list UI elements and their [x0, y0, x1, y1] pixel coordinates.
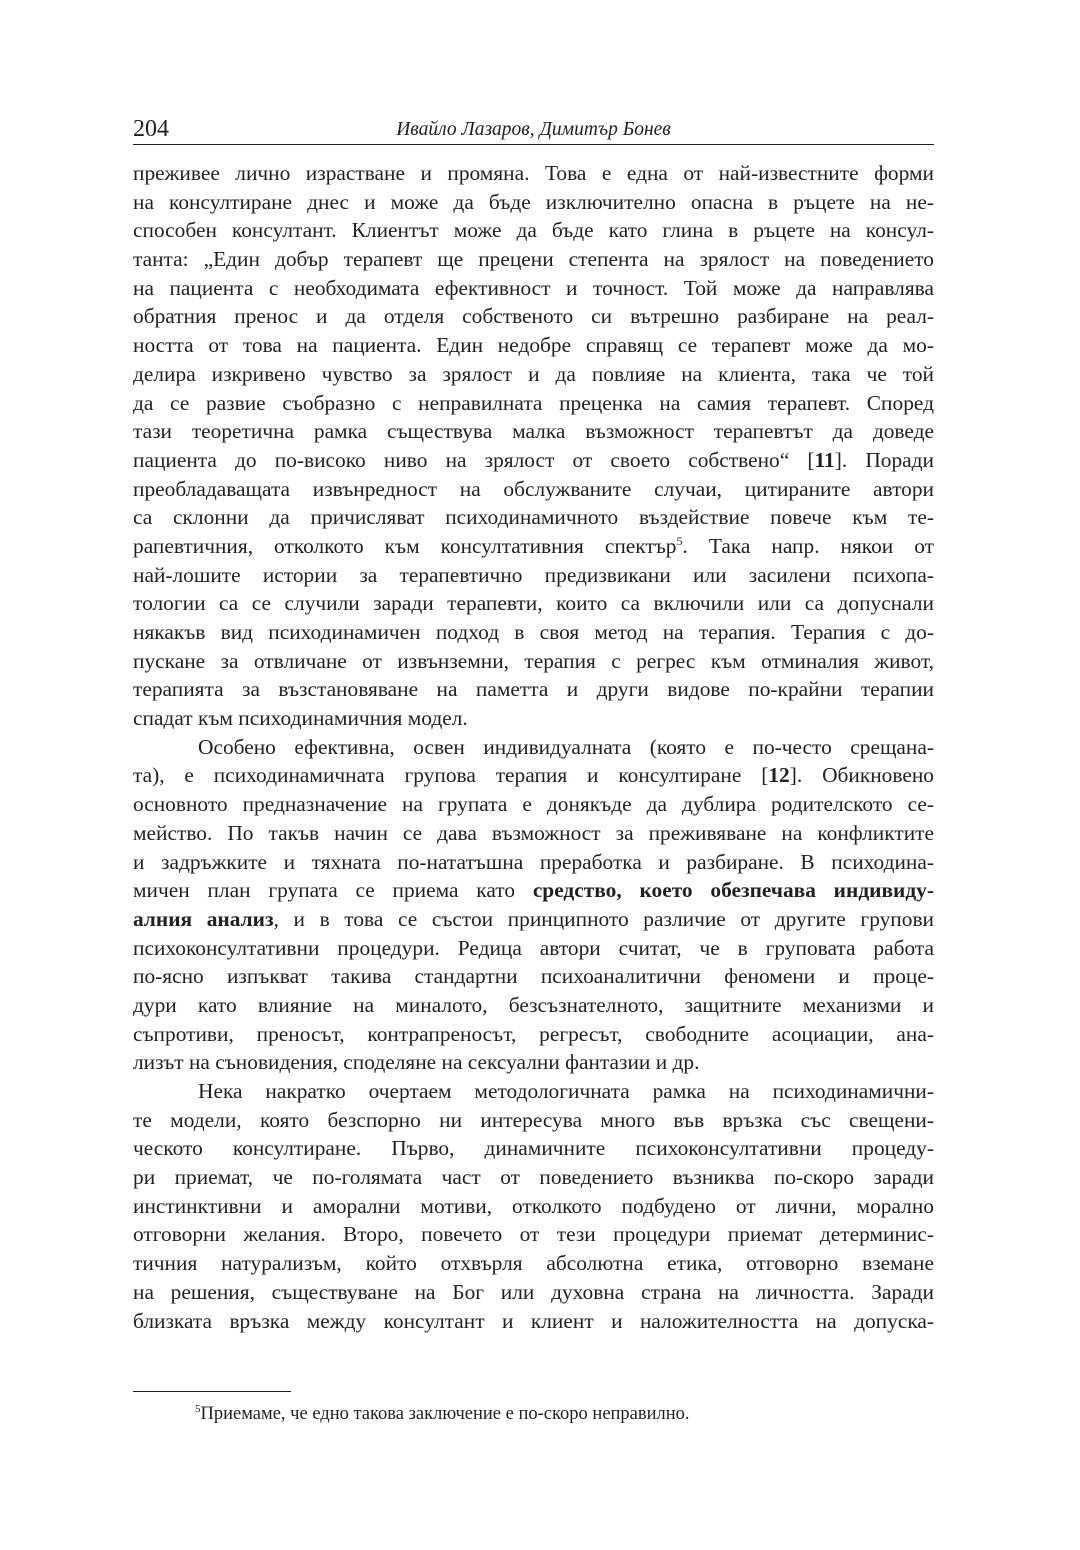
- text-run: пациента до по-високо ниво на зрялост от своето собствено“ [: [133, 447, 815, 472]
- citation-ref-11: 11: [814, 447, 835, 472]
- footnote-text: Приемаме, че едно такова заключение е по-скоро неправилно.: [200, 1404, 690, 1424]
- text-line: [133, 905, 934, 934]
- text-line: способен консултант. Клиентът може да бъде като глина в ръцете на консул-: [133, 218, 934, 243]
- footnote-rule: [133, 1391, 291, 1392]
- footnote: [195, 1402, 690, 1426]
- text-line: близката връзка между консултант и клиент и наложителността на допуска-: [133, 1308, 934, 1333]
- body-text: [133, 159, 934, 1335]
- text-line: лизът на съновидения, споделяне на сексуални фантазии и др.: [133, 1050, 700, 1075]
- text-line: обратния пренос и да отделя собственото си вътрешно разбиране на реал-: [133, 304, 934, 329]
- text-line: преобладаващата извънредност на обслужваните случаи, цитираните автори: [133, 476, 934, 501]
- page-number: 204: [133, 116, 169, 142]
- text-run: ]. Поради: [834, 447, 935, 472]
- text-line: по-ясно изпъкват такива стандартни психоаналитични феномени и проце-: [133, 964, 934, 989]
- text-line: основното предназначение на групата е донякъде да дублира родителското се-: [133, 792, 934, 817]
- text-line: те модели, която безспорно ни интересува много във връзка със свещени-: [133, 1107, 934, 1132]
- text-run: та), е психодинамичната групова терапия и консултиране [: [133, 763, 769, 788]
- text-line: най-лошите истории за терапевтично предизвикани или засилени психопа-: [133, 562, 934, 587]
- citation-ref-12: 12: [768, 763, 790, 788]
- text-line: [133, 446, 934, 475]
- text-line: Особено ефективна, освен индивидуалната (която е по-често срещана-: [198, 734, 934, 759]
- running-title: Ивайло Лазаров, Димитър Бонев: [396, 119, 671, 140]
- text-line: психоконсултативни процедури. Редица автори считат, че в груповата работа: [133, 935, 934, 960]
- text-line: делира изкривено чувство за зрялост и да повлияе на клиента, така че той: [133, 361, 934, 386]
- text-line: спадат към психодинамичния модел.: [133, 706, 468, 731]
- text-line: са склонни да причисляват психодинамичното въздействие повече към те-: [133, 505, 934, 530]
- text-line: някакъв вид психодинамичен подход в своя метод на терапия. Терапия с до-: [133, 620, 934, 644]
- text-line: отговорни желания. Второ, повечето от тези процедури приемат детерминис-: [133, 1222, 934, 1247]
- text-line: [133, 876, 934, 905]
- text-line: [133, 761, 934, 790]
- text-line: танта: „Един добър терапевт ще прецени степента на зрялост на поведението: [133, 247, 934, 272]
- text-line: на консултиране днес и може да бъде изключително опасна в ръцете на не-: [133, 189, 934, 214]
- text-line: да се развие съобразно с неправилната преценка на самия терапевт. Според: [133, 390, 934, 415]
- text-line: дури като влияние на миналото, безсъзнателното, защитните механизми и: [133, 992, 934, 1017]
- text-line: инстинктивни и аморални мотиви, отколкото подбудено от лични, морално: [133, 1193, 934, 1218]
- text-line: мейство. По такъв начин се дава възможност за преживяване на конфликтите: [133, 820, 934, 845]
- text-run: рапевтичния, отколкото към консултативния спектър: [133, 533, 677, 558]
- emphasis-text: алния анализ: [133, 906, 274, 931]
- text-line: тичния натурализъм, който отхвърля абсолютна етика, отговорно вземане: [133, 1251, 934, 1276]
- text-line: на пациента с необходимата ефективност и точност. Той може да направлява: [133, 275, 934, 300]
- text-line: преживее лично израстване и промяна. Това е една от най-известните форми: [133, 161, 934, 185]
- text-run: мичен план групата се приема като: [133, 878, 533, 903]
- text-line: тологии са се случили заради терапевти, които са включили или са допуснали: [133, 591, 934, 616]
- footnote-number: 5: [195, 1403, 201, 1415]
- text-line: Нека накратко очертаем методологичната рамка на психодинамични-: [198, 1079, 934, 1103]
- text-line: пускане за отвличане от извънземни, терапия с регрес към отминалия живот,: [133, 648, 934, 673]
- text-line: тази теоретична рамка съществува малка възможност терапевтът да доведе: [133, 419, 934, 444]
- text-line: на решения, съществуване на Бог или духовна страна на личността. Заради: [133, 1279, 934, 1304]
- footnote-marker: 5: [676, 533, 683, 548]
- text-line: ри приемат, че по-голямата част от поведението възниква по-скоро заради: [133, 1165, 934, 1190]
- text-run: . Така напр. някои от: [682, 533, 934, 558]
- header-rule: [133, 144, 934, 145]
- text-line: терапията за възстановяване на паметта и други видове по-крайни терапии: [133, 677, 934, 702]
- page-header: [133, 114, 934, 146]
- text-line: съпротиви, преносът, контрапреносът, регресът, свободните асоциации, ана-: [133, 1021, 934, 1046]
- text-run: ]. Обикновено: [789, 763, 934, 788]
- text-line: ността от това на пациента. Един недобре справящ се терапевт може да мо-: [133, 333, 934, 358]
- text-run: , и в това се състои принципното различие от другите групови: [273, 906, 934, 931]
- text-line: и задръжките и тяхната по-нататъшна преработка и разбиране. В психодина-: [133, 849, 934, 874]
- emphasis-text: средство, което обезпечава индивиду-: [532, 878, 934, 903]
- text-line: [133, 532, 934, 561]
- text-line: ческото консултиране. Първо, динамичните психоконсултативни процеду-: [133, 1136, 934, 1161]
